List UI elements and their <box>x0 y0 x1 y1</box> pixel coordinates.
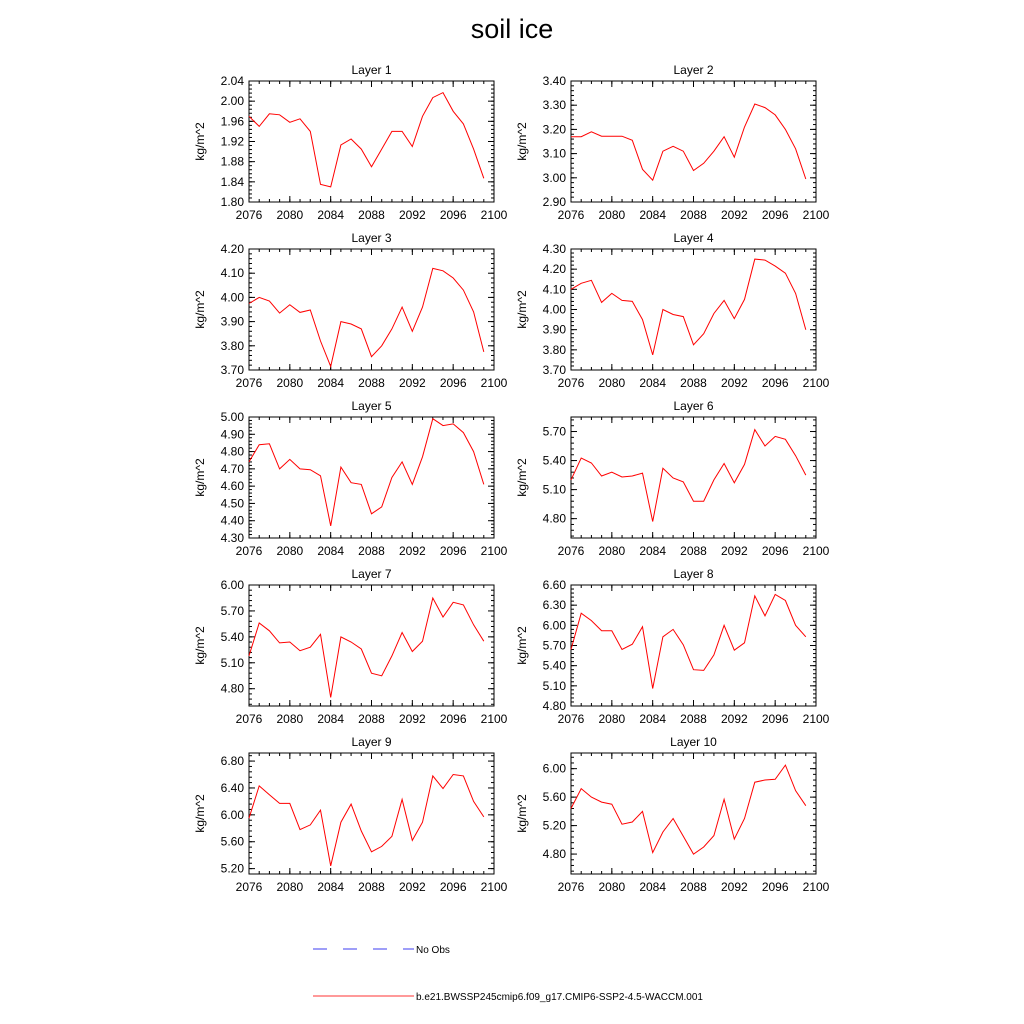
y-tick-label: 4.10 <box>220 266 244 281</box>
panel-layer-9 <box>193 735 508 894</box>
x-tick-label: 2084 <box>317 544 345 558</box>
x-tick-label: 2088 <box>358 880 385 894</box>
x-tick-label: 2084 <box>639 712 667 726</box>
x-tick-label: 2100 <box>480 880 508 894</box>
x-tick-label: 2100 <box>802 544 830 558</box>
x-tick-label: 2080 <box>276 712 304 726</box>
legend-label-model: b.e21.BWSSP245cmip6.f09_g17.CMIP6-SSP2-4.5-WACCM.001 <box>416 992 703 1003</box>
x-tick-label: 2100 <box>480 208 508 222</box>
x-tick-label: 2080 <box>598 208 626 222</box>
x-tick-label: 2096 <box>439 880 467 894</box>
y-tick-label: 5.00 <box>220 410 244 424</box>
panel-title: Layer 4 <box>673 231 714 245</box>
plot-frame <box>249 753 494 874</box>
x-tick-label: 2084 <box>317 376 345 390</box>
y-axis-label: kg/m^2 <box>193 794 207 833</box>
x-tick-label: 2084 <box>639 544 667 558</box>
panel-layer-3 <box>193 231 508 390</box>
y-tick-label: 5.70 <box>220 603 244 618</box>
x-tick-label: 2080 <box>598 376 626 390</box>
y-tick-label: 5.20 <box>220 861 244 876</box>
y-axis-label: kg/m^2 <box>515 794 529 833</box>
y-axis-label: kg/m^2 <box>193 458 207 497</box>
x-tick-label: 2100 <box>802 880 830 894</box>
plot-frame <box>571 249 816 370</box>
y-tick-label: 1.88 <box>220 154 244 169</box>
y-tick-label: 6.00 <box>220 807 244 822</box>
y-tick-label: 4.80 <box>542 847 566 862</box>
x-tick-label: 2092 <box>720 208 748 222</box>
y-tick-label: 6.80 <box>220 754 244 769</box>
y-tick-label: 5.60 <box>220 834 244 849</box>
y-tick-label: 5.70 <box>542 638 566 653</box>
y-tick-label: 5.70 <box>542 424 566 439</box>
x-tick-label: 2080 <box>598 712 626 726</box>
panel-layer-10 <box>515 735 830 894</box>
plot-frame <box>571 81 816 202</box>
x-tick-label: 2092 <box>720 880 748 894</box>
y-tick-label: 4.80 <box>542 511 566 526</box>
x-tick-label: 2076 <box>235 544 263 558</box>
panel-title: Layer 8 <box>673 567 714 581</box>
x-tick-label: 2092 <box>720 376 748 390</box>
y-tick-label: 2.00 <box>220 94 244 109</box>
y-axis-label: kg/m^2 <box>515 122 529 161</box>
x-tick-label: 2096 <box>761 208 789 222</box>
series-line <box>249 268 484 366</box>
x-tick-label: 2096 <box>761 712 789 726</box>
y-tick-label: 4.00 <box>220 290 244 305</box>
y-tick-label: 5.10 <box>542 678 566 693</box>
x-tick-label: 2080 <box>276 208 304 222</box>
y-tick-label: 4.40 <box>220 513 244 528</box>
x-tick-label: 2096 <box>761 880 789 894</box>
series-line <box>249 419 484 526</box>
x-tick-label: 2076 <box>235 208 263 222</box>
y-tick-label: 4.50 <box>220 496 244 511</box>
series-line <box>249 93 484 187</box>
y-tick-label: 4.70 <box>220 461 244 476</box>
y-tick-label: 1.96 <box>220 114 244 129</box>
x-tick-label: 2088 <box>680 208 707 222</box>
x-tick-label: 2076 <box>557 376 585 390</box>
x-tick-label: 2092 <box>720 544 748 558</box>
y-tick-label: 1.84 <box>220 174 244 189</box>
x-tick-label: 2096 <box>439 544 467 558</box>
series-line <box>571 104 806 180</box>
y-tick-label: 6.00 <box>220 578 244 592</box>
y-tick-label: 3.90 <box>220 314 244 329</box>
y-tick-label: 3.30 <box>542 98 566 113</box>
x-tick-label: 2100 <box>480 376 508 390</box>
x-tick-label: 2084 <box>639 376 667 390</box>
x-tick-label: 2088 <box>680 376 707 390</box>
y-axis-label: kg/m^2 <box>193 626 207 665</box>
y-tick-label: 4.20 <box>542 262 566 277</box>
series-line <box>249 775 484 866</box>
x-tick-label: 2092 <box>398 880 426 894</box>
y-axis-label: kg/m^2 <box>515 458 529 497</box>
y-tick-label: 4.80 <box>220 681 244 696</box>
y-tick-label: 5.40 <box>220 629 244 644</box>
x-tick-label: 2100 <box>802 208 830 222</box>
x-tick-label: 2088 <box>358 712 385 726</box>
plot-frame <box>571 585 816 706</box>
x-tick-label: 2100 <box>802 376 830 390</box>
y-tick-label: 4.00 <box>542 302 566 317</box>
panel-title: Layer 9 <box>351 735 392 749</box>
x-tick-label: 2080 <box>598 880 626 894</box>
y-tick-label: 4.80 <box>542 699 566 713</box>
y-tick-label: 3.70 <box>542 363 566 377</box>
panel-layer-1 <box>193 63 508 222</box>
x-tick-label: 2076 <box>235 712 263 726</box>
x-tick-label: 2100 <box>480 544 508 558</box>
y-tick-label: 6.40 <box>220 780 244 795</box>
y-tick-label: 3.40 <box>542 74 566 88</box>
x-tick-label: 2092 <box>398 544 426 558</box>
plot-frame <box>249 81 494 202</box>
y-tick-label: 5.10 <box>220 655 244 670</box>
panel-title: Layer 1 <box>351 63 392 77</box>
y-tick-label: 4.80 <box>220 444 244 459</box>
x-tick-label: 2092 <box>720 712 748 726</box>
y-tick-label: 3.80 <box>542 342 566 357</box>
y-tick-label: 4.60 <box>220 479 244 494</box>
x-tick-label: 2084 <box>317 208 345 222</box>
y-tick-label: 6.00 <box>542 761 566 776</box>
y-tick-label: 6.30 <box>542 598 566 613</box>
y-tick-label: 3.00 <box>542 170 566 185</box>
x-tick-label: 2088 <box>358 208 385 222</box>
y-tick-label: 4.90 <box>220 427 244 442</box>
panel-layer-8 <box>515 567 830 726</box>
series-line <box>571 259 806 355</box>
y-tick-label: 6.00 <box>542 618 566 633</box>
y-axis-label: kg/m^2 <box>515 626 529 665</box>
x-tick-label: 2092 <box>398 208 426 222</box>
series-line <box>249 598 484 697</box>
y-tick-label: 3.10 <box>542 146 566 161</box>
x-tick-label: 2100 <box>480 712 508 726</box>
series-line <box>571 430 806 522</box>
x-tick-label: 2076 <box>557 712 585 726</box>
x-tick-label: 2100 <box>802 712 830 726</box>
x-tick-label: 2080 <box>598 544 626 558</box>
plot-frame <box>249 249 494 370</box>
y-tick-label: 2.04 <box>220 74 244 88</box>
x-tick-label: 2088 <box>680 712 707 726</box>
plot-frame <box>571 753 816 874</box>
x-tick-label: 2096 <box>439 376 467 390</box>
plot-frame <box>571 417 816 538</box>
x-tick-label: 2096 <box>439 208 467 222</box>
panel-title: Layer 3 <box>351 231 392 245</box>
x-tick-label: 2076 <box>557 880 585 894</box>
x-tick-label: 2092 <box>398 376 426 390</box>
series-line <box>571 765 806 854</box>
y-tick-label: 5.20 <box>542 818 566 833</box>
y-tick-label: 2.90 <box>542 195 566 209</box>
y-tick-label: 4.10 <box>542 282 566 297</box>
y-tick-label: 5.10 <box>542 482 566 497</box>
x-tick-label: 2080 <box>276 376 304 390</box>
panel-layer-6 <box>515 399 830 558</box>
y-axis-label: kg/m^2 <box>193 290 207 329</box>
y-tick-label: 5.40 <box>542 453 566 468</box>
x-tick-label: 2088 <box>358 376 385 390</box>
x-tick-label: 2088 <box>680 544 707 558</box>
y-axis-label: kg/m^2 <box>515 290 529 329</box>
x-tick-label: 2092 <box>398 712 426 726</box>
y-tick-label: 3.20 <box>542 122 566 137</box>
plot-frame <box>249 417 494 538</box>
x-tick-label: 2088 <box>358 544 385 558</box>
x-tick-label: 2084 <box>639 880 667 894</box>
y-tick-label: 5.60 <box>542 790 566 805</box>
x-tick-label: 2088 <box>680 880 707 894</box>
y-tick-label: 4.20 <box>220 242 244 256</box>
y-tick-label: 4.30 <box>542 242 566 256</box>
figure-title: soil ice <box>470 14 554 44</box>
y-axis-label: kg/m^2 <box>193 122 207 161</box>
y-tick-label: 6.60 <box>542 578 566 592</box>
x-tick-label: 2096 <box>439 712 467 726</box>
panel-layer-5 <box>193 399 508 558</box>
x-tick-label: 2080 <box>276 880 304 894</box>
panel-layer-7 <box>193 567 508 726</box>
panel-title: Layer 2 <box>673 63 714 77</box>
panel-title: Layer 6 <box>673 399 714 413</box>
panel-title: Layer 5 <box>351 399 392 413</box>
x-tick-label: 2084 <box>317 712 345 726</box>
panel-title: Layer 7 <box>351 567 392 581</box>
x-tick-label: 2076 <box>235 880 263 894</box>
y-tick-label: 3.70 <box>220 363 244 377</box>
x-tick-label: 2076 <box>557 544 585 558</box>
panel-layer-4 <box>515 231 830 390</box>
series-line <box>571 594 806 688</box>
y-tick-label: 3.80 <box>220 338 244 353</box>
y-tick-label: 1.92 <box>220 134 244 149</box>
x-tick-label: 2096 <box>761 376 789 390</box>
x-tick-label: 2084 <box>639 208 667 222</box>
y-tick-label: 4.30 <box>220 531 244 545</box>
y-tick-label: 3.90 <box>542 322 566 337</box>
y-tick-label: 5.40 <box>542 658 566 673</box>
x-tick-label: 2076 <box>235 376 263 390</box>
x-tick-label: 2084 <box>317 880 345 894</box>
panel-layer-2 <box>515 63 830 222</box>
y-tick-label: 1.80 <box>220 195 244 209</box>
x-tick-label: 2080 <box>276 544 304 558</box>
panel-title: Layer 10 <box>670 735 717 749</box>
legend-label-no-obs: No Obs <box>416 945 450 956</box>
x-tick-label: 2076 <box>557 208 585 222</box>
x-tick-label: 2096 <box>761 544 789 558</box>
